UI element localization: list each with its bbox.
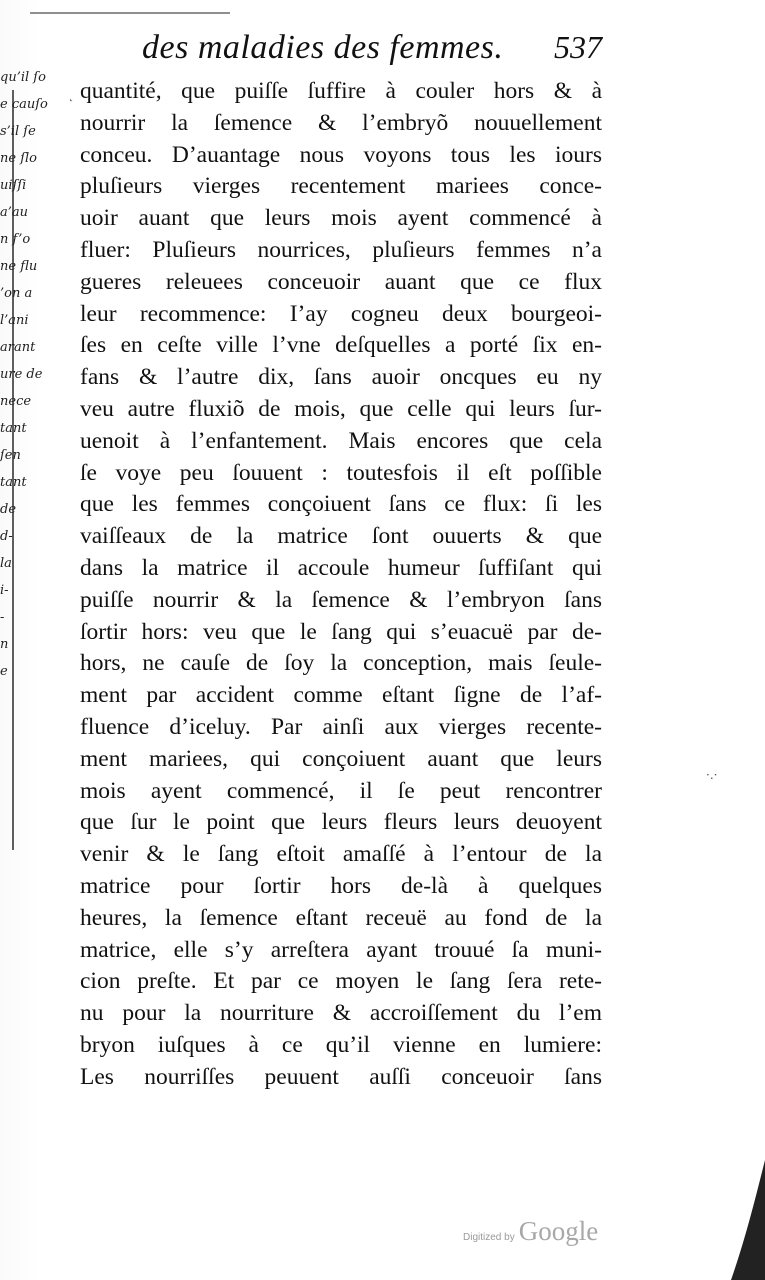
margin-fragment: a’au <box>0 205 29 220</box>
margin-fragment: n f’o <box>0 232 31 247</box>
text-line: fluence d’iceluy. Par ainſi aux vierges recente- <box>80 713 602 740</box>
margin-fragment: n <box>0 637 9 652</box>
page-header <box>142 25 602 77</box>
text-line: uenoit à l’enfantement. Mais encores que cela <box>80 427 602 454</box>
watermark-prefix: Digitized by <box>463 1232 515 1243</box>
text-line: fans & l’autre dix, ſans auoir oncques eu ny <box>80 364 602 391</box>
margin-fragment: arant <box>0 340 36 355</box>
text-line: matrice, elle s’y arreſtera ayant trouué ſa muni- <box>80 936 602 963</box>
text-line: nourrir la ſemence & l’embryõ nouuellement <box>80 109 602 136</box>
text-line: Les nourriſſes peuuent auſſi conceuoir ſans <box>80 1063 602 1090</box>
ink-speckle: ·.· <box>706 768 718 782</box>
text-line: ment mariees, qui conçoiuent auant que leurs <box>80 745 602 772</box>
margin-fragment: l’ani <box>0 313 29 328</box>
text-line: veu autre fluxiõ de mois, que celle qui leurs ſur- <box>80 395 602 422</box>
text-line: mois ayent commencé, il ſe peut rencontrer <box>80 777 602 804</box>
margin-fragment: ne flu <box>0 259 38 274</box>
margin-fragment: nece <box>0 394 32 409</box>
margin-fragment: tant <box>0 421 27 436</box>
margin-fragment: ſen <box>0 448 21 463</box>
body-text <box>80 76 602 1094</box>
margin-fragment: e <box>0 664 8 679</box>
text-line: ſes en ceſte ville l’vne deſquelles a porté ſix en- <box>80 332 602 359</box>
margin-fragment: d- <box>0 529 13 544</box>
text-line: bryon iuſques à ce qu’il vienne en lumiere: <box>80 1031 602 1058</box>
text-line: dans la matrice il accoule humeur ſuffiſant qui <box>80 554 602 581</box>
text-line: vaiſſeaux de la matrice ſont ouuerts & que <box>80 523 602 550</box>
text-line: pluſieurs vierges recentement mariees conce- <box>80 173 602 200</box>
text-line: matrice pour ſortir hors de-là à quelques <box>80 872 602 899</box>
text-line: puiſſe nourrir & la ſemence & l’embryon ſans <box>80 586 602 613</box>
margin-fragment: de <box>0 502 17 517</box>
text-line: cion preſte. Et par ce moyen le ſang ſera rete- <box>80 968 602 995</box>
text-line: ſortir hors: veu que le ſang qui s’euacuë par de- <box>80 618 602 645</box>
margin-fragment: qu’il ſo <box>0 70 46 85</box>
text-line: leur recommence: I’ay cogneu deux bourgeoi- <box>80 300 602 327</box>
text-line: hors, ne cauſe de ſoy la conception, mais ſeule- <box>80 650 602 677</box>
text-line: conceu. D’auantage nous voyons tous les iours <box>80 141 602 168</box>
google-logo: Google <box>518 1216 599 1246</box>
text-line: gueres releuees conceuoir auant que ce flux <box>80 268 602 295</box>
text-line: quantité, que puiſſe ſuffire à couler hors & à <box>80 78 602 104</box>
text-line: nu pour la nourriture & accroiſſement du l’em <box>80 1000 602 1027</box>
text-line: que les femmes conçoiuent ſans ce flux: ſi les <box>80 491 602 518</box>
margin-fragment: s’il ſe <box>0 124 36 139</box>
margin-fragment: e cauſo <box>0 97 48 112</box>
margin-fragment: ’on a <box>0 286 33 301</box>
margin-fragment: - <box>0 610 5 625</box>
page-number: 537 <box>554 29 602 65</box>
text-line: uoir auant que leurs mois ayent commencé à <box>80 205 602 232</box>
margin-fragment: la <box>0 556 12 571</box>
page-corner-curl <box>731 1160 765 1280</box>
margin-fragment: ne ſlo <box>0 151 37 166</box>
previous-page-margin-text <box>0 64 48 685</box>
top-rule <box>30 12 230 14</box>
margin-fragment: tant <box>0 475 27 490</box>
text-line: fluer: Pluſieurs nourrices, pluſieurs femmes n’a <box>80 236 602 263</box>
margin-fragment: ure de <box>0 367 43 382</box>
text-line: heures, la ſemence eſtant receuë au fond de la <box>80 904 602 931</box>
ink-mark: ˛ <box>68 88 74 102</box>
text-line: venir & le ſang eſtoit amaſſé à l’entour de la <box>80 841 602 868</box>
digitized-watermark <box>463 1216 598 1247</box>
text-line: que ſur le point que leurs fleurs leurs deuoyent <box>80 809 602 836</box>
text-line: ment par accident comme eſtant ſigne de l’af- <box>80 682 602 709</box>
margin-fragment: i- <box>0 583 9 598</box>
margin-fragment: uiſſi <box>0 178 27 193</box>
text-line: ſe voye peu ſouuent : toutesfois il eſt poſſible <box>80 459 602 486</box>
running-title: des maladies des femmes. <box>142 29 504 66</box>
